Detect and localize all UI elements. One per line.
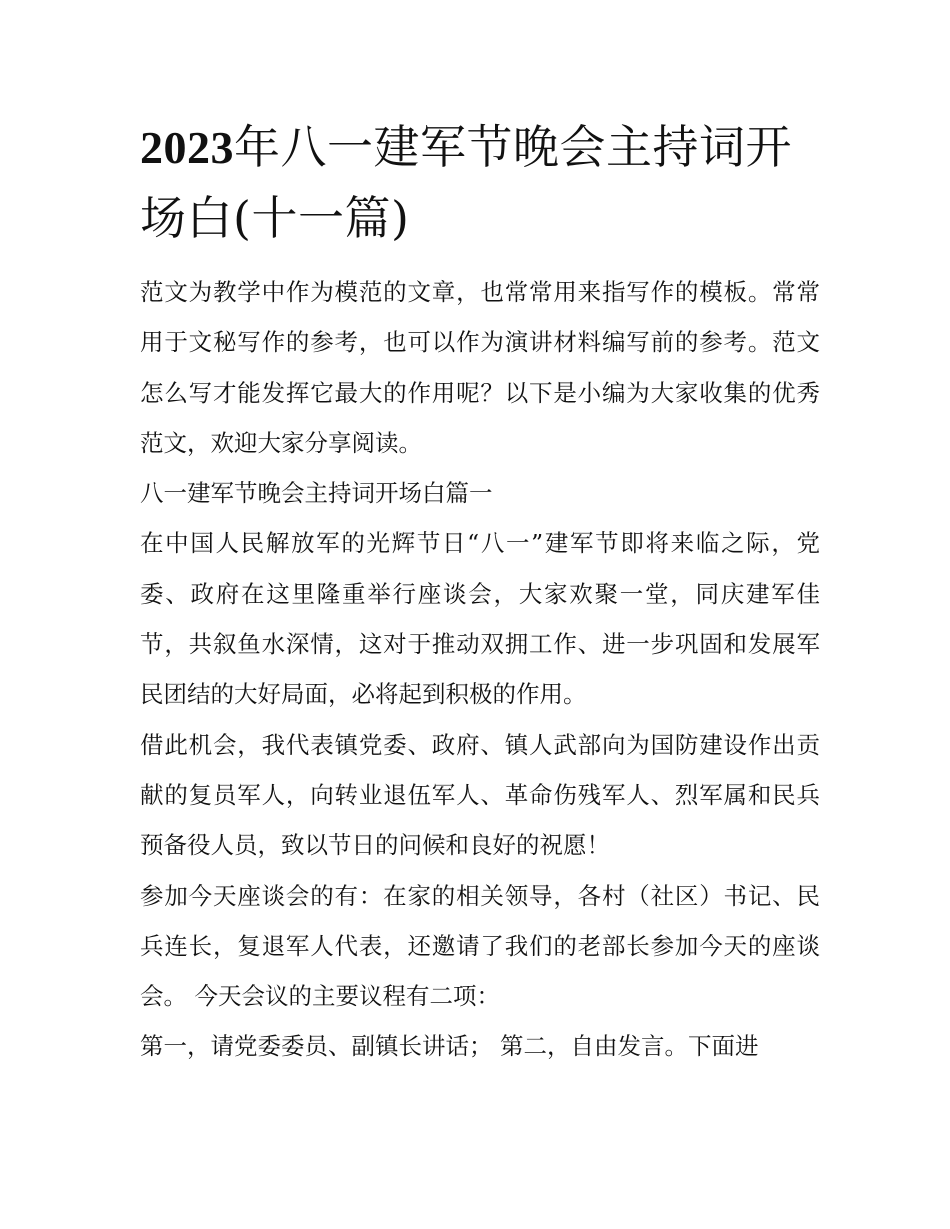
body-paragraph: 第一，请党委委员、副镇长讲话； 第二，自由发言。下面进 xyxy=(140,1032,759,1061)
document-body xyxy=(140,112,820,1072)
intro-paragraph: 范文为教学中作为模范的文章，也常常用来指写作的模板。常常用于文秘写作的参考，也可以作为演讲材料编写前的参考。范文怎么写才能发挥它最大的作用呢？以下是小编为大家收集的优秀范文，欢迎大家分享阅读。 xyxy=(140,278,820,457)
document-title xyxy=(140,112,820,253)
title-text: 年八一建军节晚会主持词开场白(十一篇) xyxy=(140,120,792,245)
body-paragraph: 参加今天座谈会的有：在家的相关领导，各村（社区）书记、民兵连长，复退军人代表，还邀请了我们的老部长参加今天的座谈会。 今天会议的主要议程有二项： xyxy=(140,881,820,1011)
body-paragraph: 借此机会，我代表镇党委、政府、镇人武部向为国防建设作出贡献的复员军人，向转业退伍军人、革命伤残军人、烈军属和民兵预备役人员，致以节日的问候和良好的祝愿！ xyxy=(140,730,820,860)
title-year: 2023 xyxy=(140,122,234,173)
body-paragraph: 在中国人民解放军的光辉节日“八一”建军节即将来临之际，党委、政府在这里隆重举行座谈会，大家欢聚一堂，同庆建军佳节，共叙鱼水深情，这对于推动双拥工作、进一步巩固和发展军民团结的大好局面，必将起到积极的作用。 xyxy=(140,529,820,709)
section-heading: 八一建军节晚会主持词开场白篇一 xyxy=(140,479,493,508)
